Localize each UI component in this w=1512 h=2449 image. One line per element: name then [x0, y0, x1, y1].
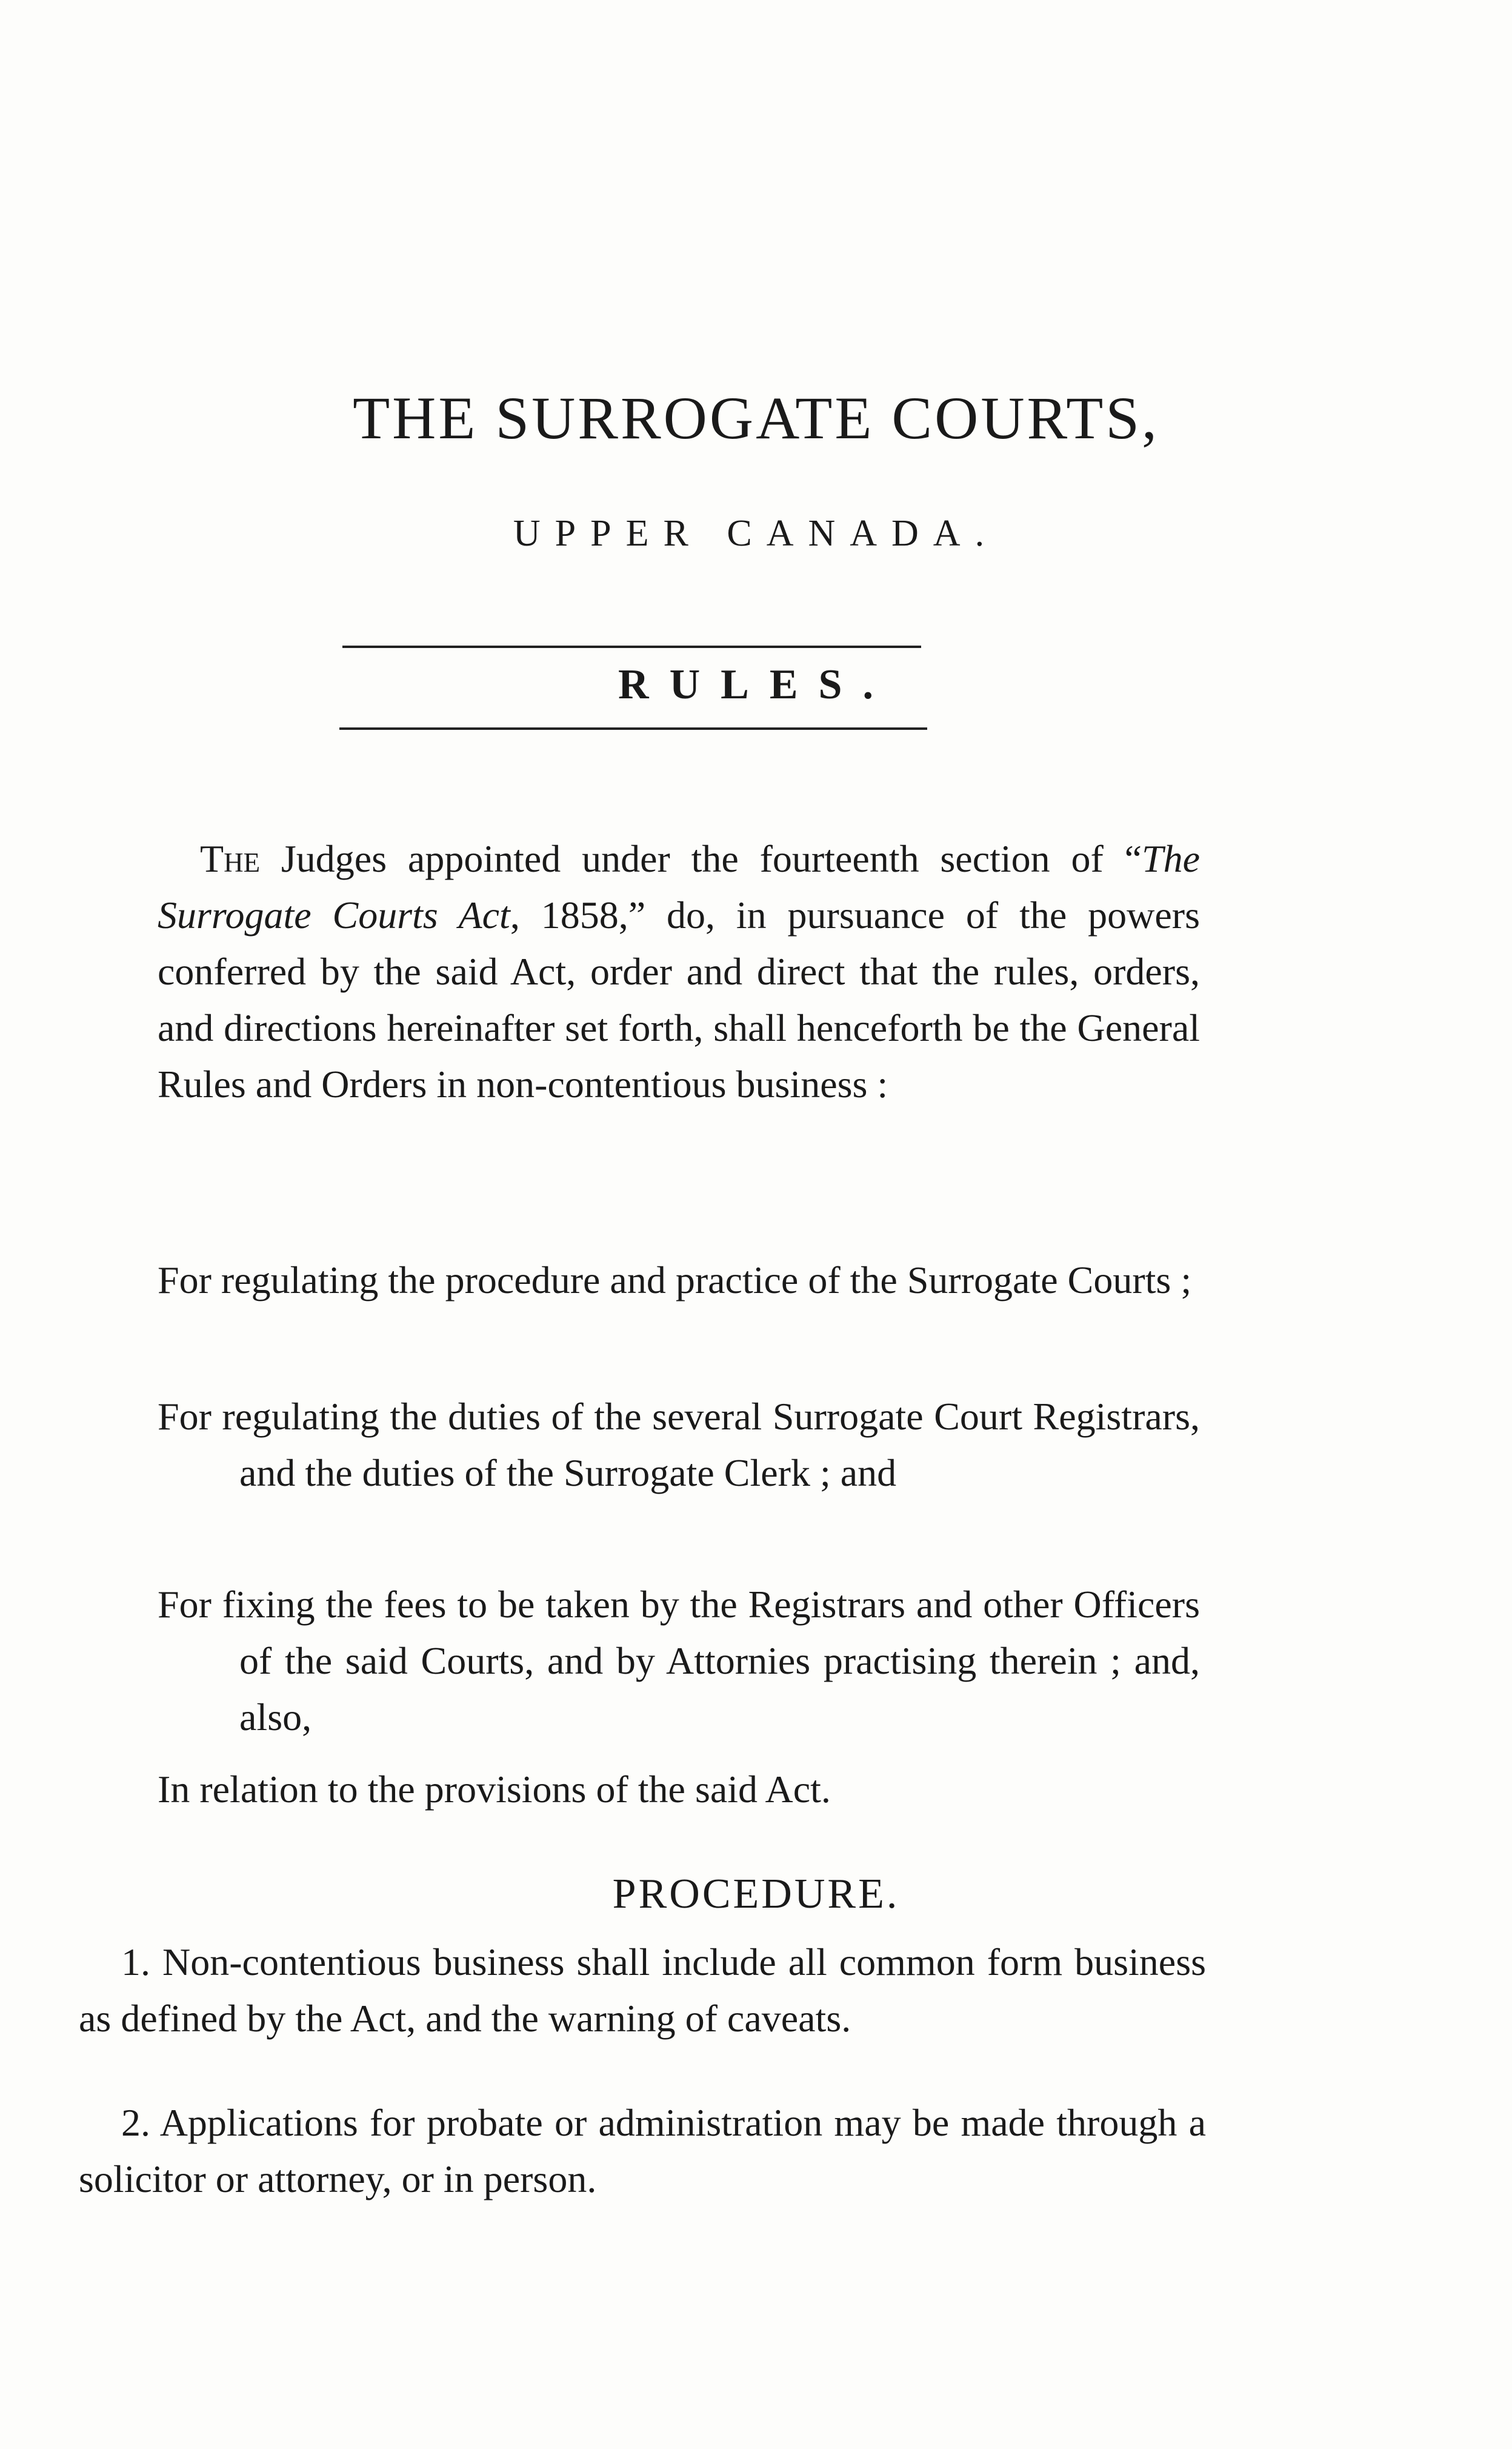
- preamble-paragraph: [158, 830, 1200, 1112]
- rule-item: 2. Applications for probate or administration may be made through a solicitor or attorney, or in person.: [79, 2101, 1206, 2200]
- purpose-item: In relation to the provisions of the said Act.: [158, 1768, 831, 1811]
- subtitle: UPPER CANADA.: [513, 513, 999, 554]
- section-heading: PROCEDURE.: [612, 1871, 900, 1917]
- preamble-lead: The: [200, 837, 261, 880]
- rule-item: 1. Non-contentious business shall include all common form business as defined by the Act, and the warning of caveats.: [79, 1940, 1206, 2040]
- top-divider: [342, 646, 921, 648]
- rules-heading: RULES.: [618, 661, 894, 708]
- purpose-item: For regulating the procedure and practice of the Surrogate Courts ;: [158, 1258, 1192, 1301]
- bottom-divider: [339, 727, 927, 730]
- act-name: The Surrogate Courts Act: [158, 837, 1200, 937]
- main-title: THE SURROGATE COURTS,: [353, 384, 1159, 452]
- purpose-item: For fixing the fees to be taken by the Registrars and other Officers of the said Courts, and by Attornies practising therein ; and, also,: [158, 1583, 1200, 1739]
- purpose-item: For regulating the duties of the several Surrogate Court Registrars, and the duties of the Surrogate Clerk ; and: [158, 1395, 1200, 1494]
- preamble-text-after-act: , 1858,” do, in pursuance of the powers conferred by the said Act, order and direct that the rules, orders, and directions hereinafter set forth, shall henceforth be the General Rules and Orders in non-contentious business :: [158, 894, 1201, 1106]
- preamble-text-before-act: Judges appointed under the fourteenth section of “: [260, 837, 1142, 880]
